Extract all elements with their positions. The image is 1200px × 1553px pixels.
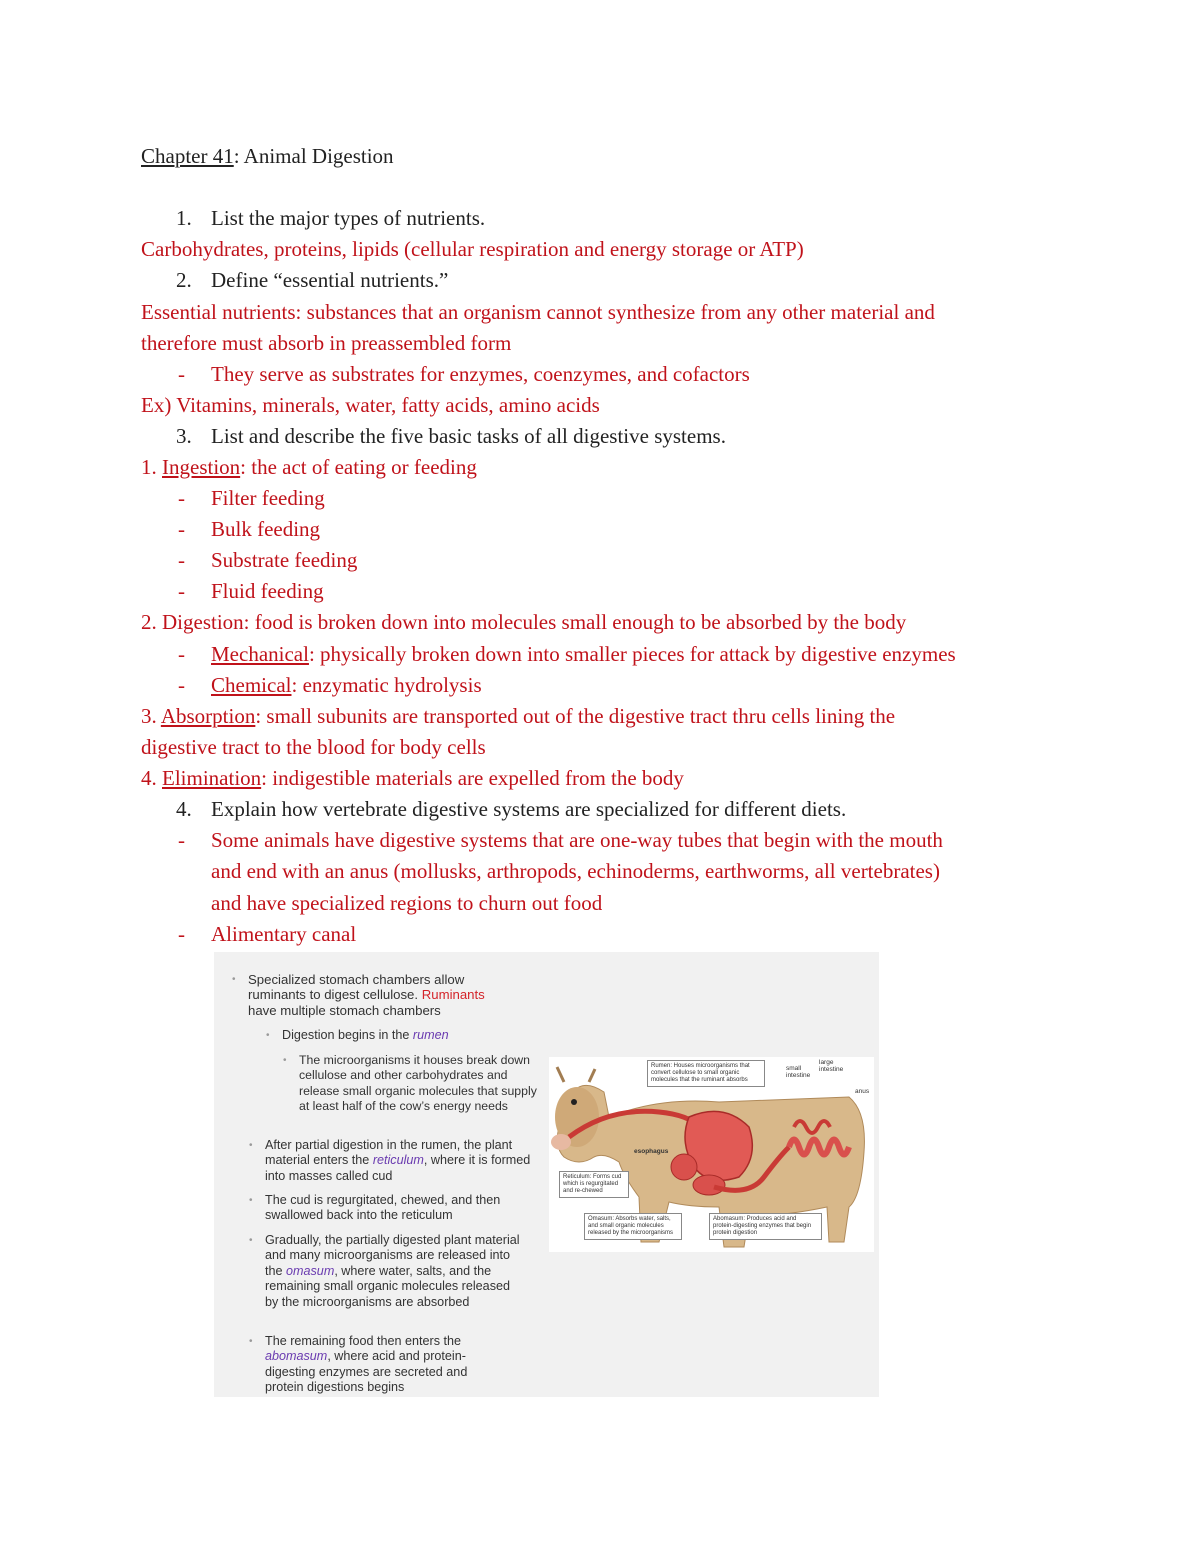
large-intestine-label: large intestine <box>819 1059 844 1073</box>
chapter-number: Chapter 41 <box>141 144 234 168</box>
slide-text: After partial digestion in the rumen, the plant material enters the <box>265 1138 513 1168</box>
bullet-dash: - <box>178 517 185 541</box>
question-text: Define “essential nutrients.” <box>211 268 449 292</box>
list-prefix: 3. <box>141 704 161 728</box>
slide-text: , where it is formed into masses called cud <box>265 1153 531 1183</box>
bullet-text: Substrate feeding <box>211 548 358 572</box>
slide-text: The cud is regurgitated, chewed, and then swallowed back into the reticulum <box>265 1193 501 1223</box>
ruminant-slide-image <box>214 952 879 1397</box>
elimination-line <box>141 764 684 792</box>
slide-text: Digestion begins in the <box>282 1028 413 1042</box>
small-intestine-label: small intestine <box>786 1065 811 1079</box>
question-text: List the major types of nutrients. <box>211 206 486 230</box>
term-definition: : the act of eating or feeding <box>240 455 477 479</box>
esophagus-label: esophagus <box>634 1148 669 1155</box>
term-mechanical: Mechanical <box>211 642 309 666</box>
bullet-text: and end with an anus (mollusks, arthropods, echinoderms, earthworms, all vertebrates) <box>211 859 940 883</box>
slide-term-reticulum: reticulum <box>372 1153 424 1168</box>
bullet-text: and have specialized regions to churn out food <box>211 891 603 915</box>
anus-label: anus <box>855 1088 870 1095</box>
bullet-dash: - <box>178 579 185 603</box>
list-prefix: 4. <box>141 766 162 790</box>
answer-1: Carbohydrates, proteins, lipids (cellular respiration and energy storage or ATP) <box>141 237 804 261</box>
slide-term-abomasum: abomasum <box>265 1349 328 1364</box>
question-text: List and describe the five basic tasks of all digestive systems. <box>211 424 726 448</box>
term-chemical: Chemical <box>211 673 292 697</box>
slide-text: have multiple stomach chambers <box>248 1002 441 1018</box>
bullet-dash: - <box>178 642 185 666</box>
slide-term-ruminants: Ruminants <box>421 987 485 1003</box>
slide-bullet: • Digestion begins in the rumen <box>266 1028 449 1042</box>
slide-text: Gradually, the partially digested plant material and many microorganisms are released into the <box>265 1233 520 1278</box>
slide-bullet: • The cud is regurgitated, chewed, and then swallowed back into the reticulum <box>249 1193 501 1223</box>
bullet-text: Some animals have digestive systems that are one-way tubes that begin with the mouth <box>211 828 943 852</box>
term-definition: : indigestible materials are expelled from the body <box>261 766 684 790</box>
bullet-text: They serve as substrates for enzymes, coenzymes, and cofactors <box>211 362 750 386</box>
bullet-dash: - <box>178 828 185 852</box>
question-number: 3. <box>176 424 192 448</box>
question-number: 4. <box>176 797 192 821</box>
ingestion-line <box>141 453 477 481</box>
question-number: 1. <box>176 206 192 230</box>
abomasum-label: Abomasum: Produces acid and protein-digesting enzymes that begin protein digestion <box>709 1213 822 1240</box>
digestion-line: 2. Digestion: food is broken down into molecules small enough to be absorbed by the body <box>141 610 907 634</box>
term-definition: : enzymatic hydrolysis <box>291 673 482 697</box>
slide-bullet: • Gradually, the partially digested plant material and many microorganisms are released into the omasum, where water, salts, and the remaining small organic molecules released by the microorganisms are absorbed <box>249 1233 520 1309</box>
reticulum-label: Reticulum: Forms cud which is regurgitated and re-chewed <box>559 1171 629 1198</box>
bullet-dash: - <box>178 486 185 510</box>
bullet-text: Fluid feeding <box>211 579 324 603</box>
slide-text: , where acid and protein-digesting enzymes are secreted and protein digestions begins <box>265 1349 468 1395</box>
question-number: 2. <box>176 268 192 292</box>
slide-text: The remaining food then enters the <box>265 1334 462 1348</box>
slide-text: ruminants to digest cellulose. <box>248 987 422 1003</box>
term-ingestion: Ingestion <box>162 455 241 479</box>
answer-2-line-1: Essential nutrients: substances that an organism cannot synthesize from any other material and <box>141 300 935 324</box>
slide-text: , where water, salts, and the remaining small organic molecules released by the microorganisms are absorbed <box>265 1263 510 1309</box>
bullet-text: Filter feeding <box>211 486 325 510</box>
cow-digestive-figure <box>549 1057 874 1252</box>
bullet-text: Bulk feeding <box>211 517 321 541</box>
bullet-dash: - <box>178 673 185 697</box>
slide-bullet: • The remaining food then enters the abomasum, where acid and protein-digesting enzymes are secreted and protein digestions begins <box>249 1334 468 1395</box>
slide-text: The microorganisms it houses break down cellulose and other carbohydrates and release small organic molecules that supply at least half of the cow’s energy needs <box>299 1053 537 1114</box>
term-definition: : physically broken down into smaller pieces for attack by digestive enzymes <box>308 642 956 666</box>
absorption-line-2: digestive tract to the blood for body cells <box>141 735 486 759</box>
bullet-dash: - <box>178 362 185 386</box>
bullet-dash: - <box>178 922 185 946</box>
bullet-text: Alimentary canal <box>211 922 357 946</box>
term-absorption: Absorption <box>160 704 256 728</box>
term-elimination: Elimination <box>162 766 262 790</box>
slide-bullet: • After partial digestion in the rumen, the plant material enters the reticulum, where it is formed into masses called cud <box>249 1138 531 1183</box>
slide-term-rumen: rumen <box>412 1028 449 1042</box>
page-title <box>141 142 394 170</box>
chapter-title: : Animal Digestion <box>233 144 394 168</box>
rumen-label: Rumen: Houses microorganisms that convert cellulose to small organic molecules that the ruminant absorbs <box>647 1060 765 1087</box>
question-text: Explain how vertebrate digestive systems are specialized for different diets. <box>211 797 847 821</box>
omasum-label: Omasum: Absorbs water, salts, and small organic molecules released by the microorganisms <box>584 1213 682 1240</box>
answer-2-line-2: therefore must absorb in preassembled form <box>141 331 512 355</box>
answer-2-example: Ex) Vitamins, minerals, water, fatty acids, amino acids <box>141 393 600 417</box>
slide-text: Specialized stomach chambers allow <box>248 972 465 987</box>
bullet-dash: - <box>178 548 185 572</box>
slide-bullet: • The microorganisms it houses break down cellulose and other carbohydrates and release small organic molecules that supply at least half of the cow’s energy needs <box>283 1053 537 1114</box>
term-definition: : small subunits are transported out of the digestive tract thru cells lining the <box>255 704 896 728</box>
absorption-line <box>141 702 895 730</box>
list-prefix: 1. <box>141 455 162 479</box>
slide-term-omasum: omasum <box>286 1263 335 1278</box>
slide-bullet: • Specialized stomach chambers allow ruminants to digest cellulose. Ruminants have multiple stomach chambers <box>232 972 485 1018</box>
